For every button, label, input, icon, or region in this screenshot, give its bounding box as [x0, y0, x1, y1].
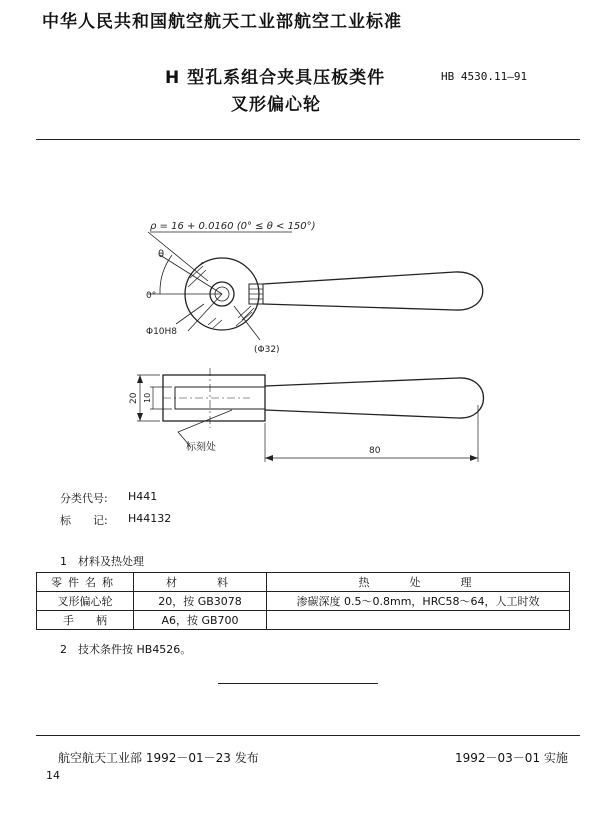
standard-header: 中华人民共和国航空航天工业部航空工业标准: [42, 12, 402, 32]
header-part-name: 零件名称: [37, 573, 134, 592]
document-subtitle: 叉形偏心轮: [231, 95, 321, 115]
mark-label: 标 记:: [60, 514, 108, 527]
header-material: 材 料: [134, 573, 267, 592]
length-dimension: 80: [369, 446, 381, 456]
mark-location-label: 标刻处: [186, 442, 216, 453]
theta-label: θ: [158, 249, 165, 260]
handle-top-view: [263, 272, 483, 310]
standard-number: HB 4530.11—91: [441, 70, 528, 83]
cell-material: 20，按 GB3078: [134, 592, 267, 611]
diameter-dimension: (Φ32): [254, 345, 280, 355]
handle-side-view: [265, 378, 484, 418]
end-rule: [218, 683, 378, 684]
section-1-title: 1 材料及热处理: [60, 555, 144, 568]
eccentric-formula: ρ = 16 + 0.0160 (0° ≤ θ < 150°): [150, 221, 316, 232]
slot-dimension: 10: [143, 392, 152, 403]
page-number: 14: [46, 769, 60, 782]
cell-heat-treatment: [267, 611, 570, 630]
implement-date: 1992－03－01 实施: [455, 751, 568, 765]
header-heat-treatment: 热 处 理: [267, 573, 570, 592]
table-header-row: [37, 573, 570, 592]
mark-value: H44132: [128, 512, 172, 525]
class-code-label: 分类代号:: [60, 492, 108, 505]
section-2-text: 2 技术条件按 HB4526。: [60, 643, 192, 656]
publish-date: 航空航天工业部 1992－01－23 发布: [58, 751, 259, 765]
cell-part-name: 手 柄: [37, 611, 134, 630]
height-dimension: 20: [129, 392, 139, 404]
material-table: [36, 572, 570, 630]
footer-rule: [36, 735, 580, 736]
cell-heat-treatment: 渗碳深度 0.5～0.8mm，HRC58～64，人工时效: [267, 592, 570, 611]
table-row: [37, 611, 570, 630]
class-code-value: H441: [128, 490, 158, 503]
document-title: H 型孔系组合夹具压板类件: [165, 68, 386, 88]
hole-dimension: Φ10H8: [146, 327, 178, 337]
zero-degree-label: 0°: [146, 291, 157, 301]
fork-slot: [175, 387, 265, 409]
cell-material: A6，按 GB700: [134, 611, 267, 630]
table-row: [37, 592, 570, 611]
cell-part-name: 叉形偏心轮: [37, 592, 134, 611]
